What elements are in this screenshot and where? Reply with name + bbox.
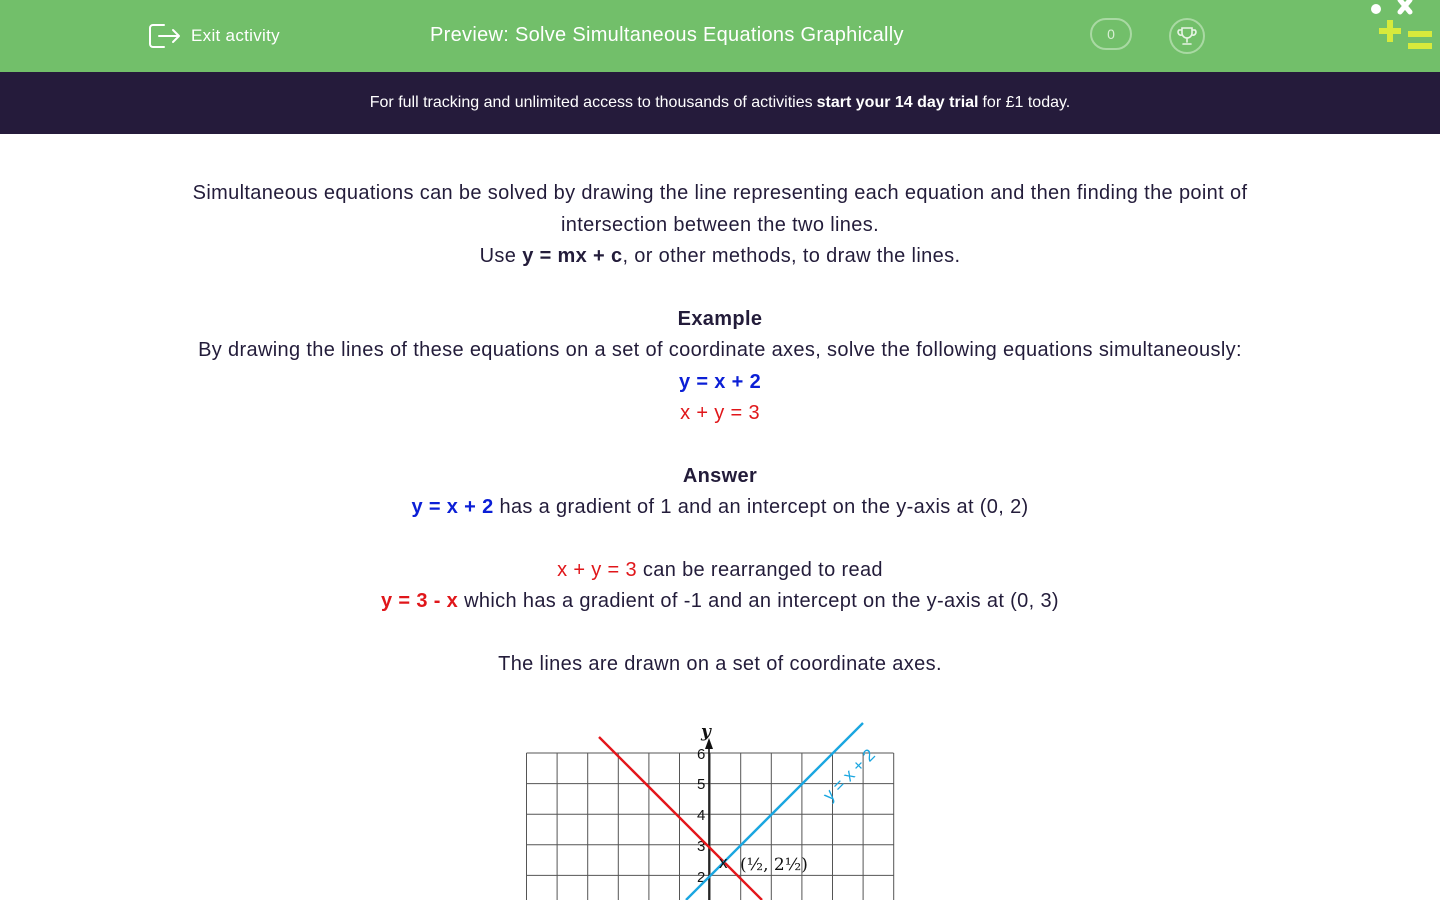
answer-line-2 (0, 555, 1440, 587)
lesson-content (0, 178, 1440, 680)
answer-rearranged-equation: y = 3 - x (381, 590, 459, 612)
method-prefix: Use (479, 245, 517, 267)
y-axis-label: y (701, 722, 711, 742)
maths-symbols-logo (1360, 0, 1440, 60)
trophy-button[interactable] (1169, 18, 1205, 54)
tick-label-2: 2 (697, 869, 706, 886)
method-formula: y = mx + c (522, 245, 623, 267)
equation-2: x + y = 3 (680, 402, 760, 424)
example-text: By drawing the lines of these equations on a set of coordinate axes, solve the following equations simultaneously: (198, 339, 1242, 361)
banner-prefix: For full tracking and unlimited access to thousands of activities (369, 94, 813, 111)
answer-heading: Answer (682, 464, 758, 487)
score-badge: 0 (1090, 18, 1132, 50)
answer-line-1 (0, 492, 1440, 524)
answer-line-1-text: has a gradient of 1 and an intercept on the y-axis at (0, 2) (499, 496, 1029, 518)
example-heading: Example (677, 307, 763, 330)
exit-activity-button[interactable] (148, 20, 280, 52)
lines-drawn-text: The lines are drawn on a set of coordinate axes. (498, 652, 942, 675)
intro-line-1: Simultaneous equations can be solved by drawing the line representing each equation and then finding the point of (192, 182, 1248, 204)
coordinate-graph (500, 712, 920, 900)
tick-label-6: 6 (697, 746, 706, 763)
method-suffix: , or other methods, to draw the lines. (622, 245, 961, 267)
answer-line-2-text: can be rearranged to read (642, 558, 883, 581)
trial-banner (0, 72, 1440, 134)
equation-1: y = x + 2 (678, 370, 762, 393)
top-bar (0, 0, 1440, 72)
exit-icon (148, 21, 182, 51)
tick-label-3: 3 (697, 838, 706, 855)
intersection-label: (½, 2½) (740, 855, 808, 875)
intro-line-2: intersection between the two lines. (561, 213, 879, 236)
trophy-icon (1176, 25, 1198, 47)
answer-equation-2: x + y = 3 (557, 558, 637, 581)
graph-svg (500, 712, 920, 900)
banner-suffix: for £1 today. (982, 94, 1071, 111)
exit-activity-label: Exit activity (191, 26, 280, 45)
method-line (0, 241, 1440, 273)
page-title: Preview: Solve Simultaneous Equations Graphically (430, 24, 904, 46)
tick-label-4: 4 (697, 807, 706, 824)
intersection-marker: x (719, 853, 728, 872)
tick-label-5: 5 (697, 776, 706, 793)
answer-equation-1: y = x + 2 (411, 496, 494, 518)
answer-line-3 (0, 586, 1440, 618)
line-label-y-equals-x-plus-2: y = x + 2 (819, 745, 879, 805)
trial-cta-link[interactable]: start your 14 day trial (816, 94, 979, 111)
answer-line-3-text: which has a gradient of -1 and an intercept on the y-axis at (0, 3) (464, 590, 1059, 612)
